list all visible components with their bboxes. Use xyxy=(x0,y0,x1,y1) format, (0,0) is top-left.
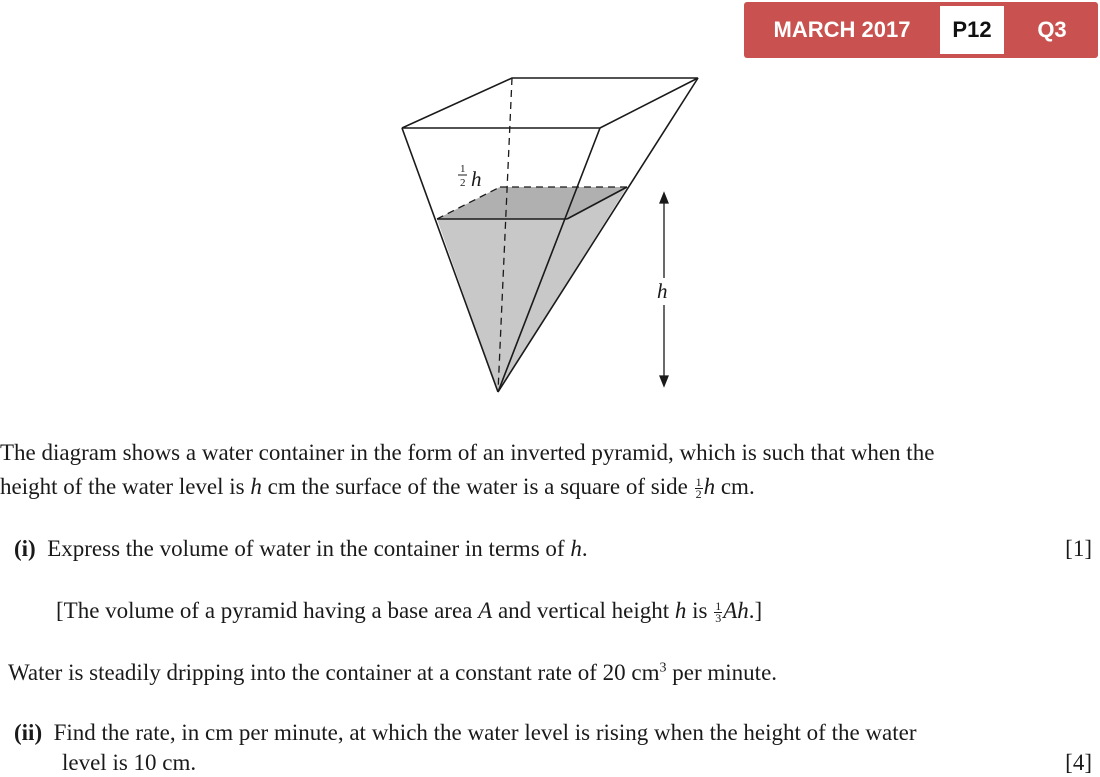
half-fraction: $\frac{1}{2}$ xyxy=(695,475,702,502)
intro-line-2: height of the water level is h cm the surface of the water is a square of side $\frac{1}{2}$ h cm. xyxy=(0,474,755,502)
part-ii-line-2: level is 10 cm. [4] xyxy=(62,750,1092,775)
height-h-label: h xyxy=(657,279,668,303)
part-i-marks: [1] xyxy=(1065,536,1092,561)
part-ii-marks: [4] xyxy=(1065,750,1092,775)
pyramid-top-edge xyxy=(402,78,698,128)
half-h-label: h xyxy=(471,167,482,191)
drip-rate-statement: Water is steadily dripping into the container at a constant rate of 20 $cm^3$ per minute. xyxy=(8,660,778,685)
third-fraction: $\frac{1}{3}$ xyxy=(715,599,722,626)
inverted-pyramid-diagram xyxy=(380,60,720,400)
part-ii-question: (ii) Find the rate, in cm per minute, at which the water level is rising when the height of the water xyxy=(14,720,917,745)
exam-reference-badge xyxy=(744,2,1098,58)
exam-month-label: MARCH 2017 xyxy=(773,17,911,42)
volume-hint: [The volume of a pyramid having a base area A and vertical height h is $\frac{1}{3}$ Ah.] xyxy=(56,598,763,626)
question-number-label: Q3 xyxy=(1037,17,1067,42)
part-i-question: (i) Express the volume of water in the container in terms of h. [1] xyxy=(14,536,1092,561)
half-frac-den: 2 xyxy=(460,177,466,189)
intro-line-1: The diagram shows a water container in the form of an inverted pyramid, which is such that when the xyxy=(0,440,935,465)
paper-number-label: P12 xyxy=(940,6,1004,54)
half-frac-num: 1 xyxy=(460,163,466,175)
